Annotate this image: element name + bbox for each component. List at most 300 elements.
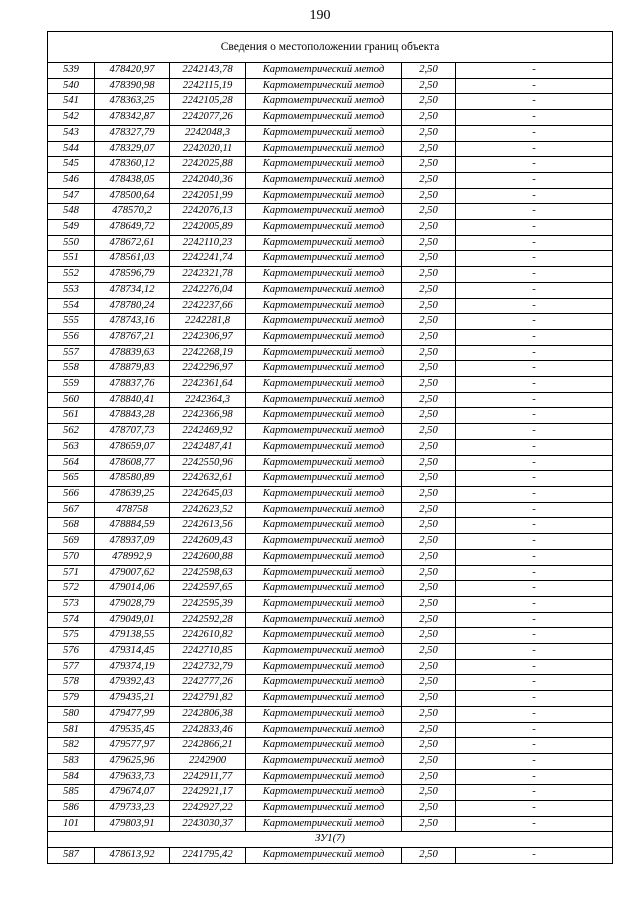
table-row <box>48 329 613 345</box>
cell-point-number: 567 <box>48 502 95 518</box>
cell-accuracy: 2,50 <box>402 361 456 377</box>
cell-accuracy: 2,50 <box>402 612 456 628</box>
cell-point-number: 579 <box>48 691 95 707</box>
cell-coord-x: 479477,99 <box>95 706 170 722</box>
table-row <box>48 94 613 110</box>
cell-method: Картометрический метод <box>246 110 402 126</box>
cell-coord-y: 2242241,74 <box>170 251 246 267</box>
cell-point-number: 551 <box>48 251 95 267</box>
cell-method: Картометрический метод <box>246 125 402 141</box>
cell-note: - <box>456 471 613 487</box>
cell-note: - <box>456 455 613 471</box>
cell-note: - <box>456 157 613 173</box>
cell-method: Картометрический метод <box>246 644 402 660</box>
cell-coord-y: 2242900 <box>170 753 246 769</box>
table-row <box>48 298 613 314</box>
cell-method: Картометрический метод <box>246 534 402 550</box>
cell-coord-y: 2242595,39 <box>170 596 246 612</box>
cell-coord-x: 478438,05 <box>95 172 170 188</box>
table-row <box>48 141 613 157</box>
cell-point-number: 550 <box>48 235 95 251</box>
cell-note: - <box>456 125 613 141</box>
cell-point-number: 560 <box>48 392 95 408</box>
cell-point-number: 573 <box>48 596 95 612</box>
table-row <box>48 738 613 754</box>
cell-coord-y: 2242025,88 <box>170 157 246 173</box>
cell-point-number: 539 <box>48 63 95 79</box>
cell-method: Картометрический метод <box>246 251 402 267</box>
cell-coord-x: 478342,87 <box>95 110 170 126</box>
table-row <box>48 816 613 832</box>
cell-method: Картометрический метод <box>246 691 402 707</box>
cell-point-number: 558 <box>48 361 95 377</box>
cell-accuracy: 2,50 <box>402 471 456 487</box>
cell-accuracy: 2,50 <box>402 565 456 581</box>
cell-coord-y: 2242777,26 <box>170 675 246 691</box>
cell-method: Картометрический метод <box>246 424 402 440</box>
cell-coord-x: 478837,76 <box>95 377 170 393</box>
cell-coord-y: 2242361,64 <box>170 377 246 393</box>
cell-accuracy: 2,50 <box>402 816 456 832</box>
cell-coord-y: 2242306,97 <box>170 329 246 345</box>
cell-coord-y: 2242598,63 <box>170 565 246 581</box>
cell-coord-x: 478570,2 <box>95 204 170 220</box>
cell-note: - <box>456 534 613 550</box>
cell-note: - <box>456 769 613 785</box>
cell-point-number: 101 <box>48 816 95 832</box>
table-row <box>48 314 613 330</box>
section-label: ЗУ1(7) <box>48 832 613 848</box>
cell-coord-y: 2242911,77 <box>170 769 246 785</box>
cell-accuracy: 2,50 <box>402 518 456 534</box>
cell-note: - <box>456 675 613 691</box>
table-row <box>48 644 613 660</box>
table-row <box>48 439 613 455</box>
cell-coord-x: 478767,21 <box>95 329 170 345</box>
cell-accuracy: 2,50 <box>402 377 456 393</box>
cell-note: - <box>456 753 613 769</box>
cell-method: Картометрический метод <box>246 235 402 251</box>
cell-coord-y: 2242632,61 <box>170 471 246 487</box>
cell-note: - <box>456 612 613 628</box>
cell-point-number: 584 <box>48 769 95 785</box>
cell-accuracy: 2,50 <box>402 439 456 455</box>
cell-coord-x: 478839,63 <box>95 345 170 361</box>
cell-accuracy: 2,50 <box>402 628 456 644</box>
cell-accuracy: 2,50 <box>402 63 456 79</box>
cell-method: Картометрический метод <box>246 267 402 283</box>
cell-point-number: 575 <box>48 628 95 644</box>
table-row <box>48 486 613 502</box>
cell-method: Картометрический метод <box>246 549 402 565</box>
cell-coord-y: 2242005,89 <box>170 220 246 236</box>
cell-method: Картометрический метод <box>246 659 402 675</box>
table-row <box>48 471 613 487</box>
cell-coord-y: 2242645,03 <box>170 486 246 502</box>
cell-point-number: 565 <box>48 471 95 487</box>
cell-point-number: 574 <box>48 612 95 628</box>
cell-note: - <box>456 392 613 408</box>
table-row <box>48 659 613 675</box>
table-row <box>48 581 613 597</box>
cell-coord-x: 478327,79 <box>95 125 170 141</box>
cell-note: - <box>456 738 613 754</box>
cell-method: Картометрический метод <box>246 408 402 424</box>
cell-coord-x: 478840,41 <box>95 392 170 408</box>
table-row <box>48 204 613 220</box>
cell-accuracy: 2,50 <box>402 314 456 330</box>
cell-accuracy: 2,50 <box>402 329 456 345</box>
cell-coord-x: 479633,73 <box>95 769 170 785</box>
cell-coord-y: 2242296,97 <box>170 361 246 377</box>
cell-note: - <box>456 298 613 314</box>
table-row <box>48 63 613 79</box>
boundary-table <box>47 31 613 864</box>
table-row <box>48 534 613 550</box>
cell-coord-y: 2242806,38 <box>170 706 246 722</box>
cell-coord-x: 479028,79 <box>95 596 170 612</box>
cell-note: - <box>456 518 613 534</box>
cell-coord-y: 2242550,96 <box>170 455 246 471</box>
cell-note: - <box>456 314 613 330</box>
cell-coord-y: 2242732,79 <box>170 659 246 675</box>
cell-accuracy: 2,50 <box>402 659 456 675</box>
cell-point-number: 562 <box>48 424 95 440</box>
cell-accuracy: 2,50 <box>402 581 456 597</box>
cell-coord-y: 2242597,65 <box>170 581 246 597</box>
cell-coord-y: 2242592,28 <box>170 612 246 628</box>
cell-coord-y: 2242791,82 <box>170 691 246 707</box>
cell-point-number: 541 <box>48 94 95 110</box>
cell-note: - <box>456 329 613 345</box>
cell-coord-y: 2242487,41 <box>170 439 246 455</box>
cell-point-number: 543 <box>48 125 95 141</box>
cell-point-number: 581 <box>48 722 95 738</box>
table-row <box>48 801 613 817</box>
cell-point-number: 572 <box>48 581 95 597</box>
cell-coord-y: 2242600,88 <box>170 549 246 565</box>
cell-note: - <box>456 377 613 393</box>
cell-method: Картометрический метод <box>246 204 402 220</box>
cell-method: Картометрический метод <box>246 220 402 236</box>
cell-coord-x: 479014,06 <box>95 581 170 597</box>
table-row <box>48 157 613 173</box>
cell-method: Картометрический метод <box>246 753 402 769</box>
cell-method: Картометрический метод <box>246 612 402 628</box>
cell-note: - <box>456 220 613 236</box>
cell-point-number: 566 <box>48 486 95 502</box>
cell-note: - <box>456 361 613 377</box>
cell-coord-y: 2242623,52 <box>170 502 246 518</box>
cell-accuracy: 2,50 <box>402 141 456 157</box>
cell-point-number: 563 <box>48 439 95 455</box>
cell-coord-x: 478843,28 <box>95 408 170 424</box>
cell-point-number: 569 <box>48 534 95 550</box>
cell-accuracy: 2,50 <box>402 848 456 864</box>
table-row <box>48 125 613 141</box>
cell-method: Картометрический метод <box>246 596 402 612</box>
cell-coord-x: 478659,07 <box>95 439 170 455</box>
cell-coord-x: 479007,62 <box>95 565 170 581</box>
cell-point-number: 571 <box>48 565 95 581</box>
cell-note: - <box>456 110 613 126</box>
cell-note: - <box>456 644 613 660</box>
cell-coord-x: 479314,45 <box>95 644 170 660</box>
cell-note: - <box>456 691 613 707</box>
cell-accuracy: 2,50 <box>402 675 456 691</box>
cell-method: Картометрический метод <box>246 63 402 79</box>
table-row <box>48 392 613 408</box>
cell-accuracy: 2,50 <box>402 110 456 126</box>
cell-point-number: 547 <box>48 188 95 204</box>
cell-method: Картометрический метод <box>246 565 402 581</box>
table-row <box>48 706 613 722</box>
table-row <box>48 377 613 393</box>
table-row <box>48 753 613 769</box>
cell-coord-y: 2242710,85 <box>170 644 246 660</box>
cell-method: Картометрический метод <box>246 581 402 597</box>
cell-coord-x: 478596,79 <box>95 267 170 283</box>
cell-method: Картометрический метод <box>246 94 402 110</box>
cell-note: - <box>456 94 613 110</box>
cell-method: Картометрический метод <box>246 722 402 738</box>
cell-coord-x: 479535,45 <box>95 722 170 738</box>
cell-coord-y: 2242237,66 <box>170 298 246 314</box>
cell-coord-x: 478608,77 <box>95 455 170 471</box>
cell-point-number: 557 <box>48 345 95 361</box>
cell-coord-x: 478613,92 <box>95 848 170 864</box>
cell-point-number: 576 <box>48 644 95 660</box>
cell-accuracy: 2,50 <box>402 235 456 251</box>
cell-accuracy: 2,50 <box>402 753 456 769</box>
table-row <box>48 596 613 612</box>
cell-note: - <box>456 345 613 361</box>
cell-accuracy: 2,50 <box>402 596 456 612</box>
cell-accuracy: 2,50 <box>402 785 456 801</box>
cell-coord-x: 478937,09 <box>95 534 170 550</box>
table-title: Сведения о местоположении границ объекта <box>48 32 613 63</box>
cell-accuracy: 2,50 <box>402 78 456 94</box>
cell-coord-x: 478879,83 <box>95 361 170 377</box>
cell-accuracy: 2,50 <box>402 706 456 722</box>
table-row <box>48 518 613 534</box>
cell-method: Картометрический метод <box>246 377 402 393</box>
table-row <box>48 628 613 644</box>
cell-coord-x: 478758 <box>95 502 170 518</box>
cell-point-number: 587 <box>48 848 95 864</box>
cell-coord-y: 2242921,17 <box>170 785 246 801</box>
cell-point-number: 545 <box>48 157 95 173</box>
cell-coord-y: 2242020,11 <box>170 141 246 157</box>
cell-coord-y: 2242076,13 <box>170 204 246 220</box>
cell-accuracy: 2,50 <box>402 125 456 141</box>
cell-accuracy: 2,50 <box>402 298 456 314</box>
cell-point-number: 549 <box>48 220 95 236</box>
cell-point-number: 559 <box>48 377 95 393</box>
table-title-row <box>48 32 613 63</box>
cell-coord-y: 2242281,8 <box>170 314 246 330</box>
cell-coord-x: 478884,59 <box>95 518 170 534</box>
cell-accuracy: 2,50 <box>402 267 456 283</box>
cell-accuracy: 2,50 <box>402 455 456 471</box>
cell-method: Картометрический метод <box>246 78 402 94</box>
table-row <box>48 220 613 236</box>
cell-coord-x: 479733,23 <box>95 801 170 817</box>
cell-coord-y: 2242927,22 <box>170 801 246 817</box>
cell-accuracy: 2,50 <box>402 204 456 220</box>
cell-point-number: 583 <box>48 753 95 769</box>
cell-accuracy: 2,50 <box>402 486 456 502</box>
cell-coord-x: 478561,03 <box>95 251 170 267</box>
cell-point-number: 570 <box>48 549 95 565</box>
cell-method: Картометрический метод <box>246 706 402 722</box>
cell-point-number: 553 <box>48 282 95 298</box>
cell-accuracy: 2,50 <box>402 738 456 754</box>
cell-method: Картометрический метод <box>246 141 402 157</box>
cell-point-number: 554 <box>48 298 95 314</box>
table-row <box>48 424 613 440</box>
cell-method: Картометрический метод <box>246 345 402 361</box>
cell-method: Картометрический метод <box>246 392 402 408</box>
cell-method: Картометрический метод <box>246 486 402 502</box>
cell-accuracy: 2,50 <box>402 424 456 440</box>
cell-coord-x: 479392,43 <box>95 675 170 691</box>
cell-coord-y: 2242077,26 <box>170 110 246 126</box>
cell-note: - <box>456 267 613 283</box>
table-row <box>48 267 613 283</box>
cell-coord-x: 479138,55 <box>95 628 170 644</box>
cell-coord-y: 2242110,23 <box>170 235 246 251</box>
cell-note: - <box>456 78 613 94</box>
cell-coord-x: 478649,72 <box>95 220 170 236</box>
cell-note: - <box>456 722 613 738</box>
cell-accuracy: 2,50 <box>402 408 456 424</box>
table-row <box>48 612 613 628</box>
cell-accuracy: 2,50 <box>402 220 456 236</box>
table-row <box>48 172 613 188</box>
cell-note: - <box>456 424 613 440</box>
cell-accuracy: 2,50 <box>402 282 456 298</box>
cell-coord-x: 478363,25 <box>95 94 170 110</box>
table-row <box>48 502 613 518</box>
cell-method: Картометрический метод <box>246 785 402 801</box>
cell-coord-x: 479374,19 <box>95 659 170 675</box>
table-row <box>48 110 613 126</box>
cell-method: Картометрический метод <box>246 675 402 691</box>
cell-coord-y: 2242143,78 <box>170 63 246 79</box>
cell-coord-y: 2243030,37 <box>170 816 246 832</box>
cell-point-number: 564 <box>48 455 95 471</box>
cell-coord-y: 2242613,56 <box>170 518 246 534</box>
cell-method: Картометрический метод <box>246 816 402 832</box>
table-row <box>48 785 613 801</box>
cell-accuracy: 2,50 <box>402 801 456 817</box>
cell-coord-y: 2242321,78 <box>170 267 246 283</box>
cell-coord-x: 479674,07 <box>95 785 170 801</box>
cell-note: - <box>456 486 613 502</box>
cell-coord-x: 479435,21 <box>95 691 170 707</box>
boundary-table-container <box>47 31 612 864</box>
cell-coord-y: 2241795,42 <box>170 848 246 864</box>
table-row <box>48 675 613 691</box>
cell-note: - <box>456 848 613 864</box>
cell-coord-x: 479577,97 <box>95 738 170 754</box>
cell-note: - <box>456 235 613 251</box>
cell-coord-x: 479049,01 <box>95 612 170 628</box>
cell-coord-x: 478639,25 <box>95 486 170 502</box>
cell-coord-x: 479803,91 <box>95 816 170 832</box>
cell-coord-x: 479625,96 <box>95 753 170 769</box>
table-row <box>48 345 613 361</box>
cell-coord-y: 2242469,92 <box>170 424 246 440</box>
cell-coord-x: 478500,64 <box>95 188 170 204</box>
cell-coord-y: 2242833,46 <box>170 722 246 738</box>
table-row <box>48 722 613 738</box>
cell-accuracy: 2,50 <box>402 534 456 550</box>
cell-point-number: 585 <box>48 785 95 801</box>
cell-method: Картометрический метод <box>246 848 402 864</box>
cell-coord-x: 478360,12 <box>95 157 170 173</box>
cell-accuracy: 2,50 <box>402 549 456 565</box>
cell-coord-x: 478329,07 <box>95 141 170 157</box>
cell-note: - <box>456 188 613 204</box>
cell-accuracy: 2,50 <box>402 188 456 204</box>
cell-note: - <box>456 282 613 298</box>
cell-note: - <box>456 439 613 455</box>
cell-accuracy: 2,50 <box>402 157 456 173</box>
cell-point-number: 552 <box>48 267 95 283</box>
cell-note: - <box>456 251 613 267</box>
cell-method: Картометрический метод <box>246 769 402 785</box>
cell-coord-y: 2242366,98 <box>170 408 246 424</box>
cell-note: - <box>456 816 613 832</box>
cell-method: Картометрический метод <box>246 471 402 487</box>
cell-point-number: 544 <box>48 141 95 157</box>
cell-accuracy: 2,50 <box>402 251 456 267</box>
cell-point-number: 555 <box>48 314 95 330</box>
cell-note: - <box>456 549 613 565</box>
cell-coord-y: 2242610,82 <box>170 628 246 644</box>
cell-method: Картометрический метод <box>246 455 402 471</box>
cell-point-number: 542 <box>48 110 95 126</box>
cell-coord-y: 2242105,28 <box>170 94 246 110</box>
cell-coord-y: 2242268,19 <box>170 345 246 361</box>
cell-point-number: 546 <box>48 172 95 188</box>
cell-note: - <box>456 659 613 675</box>
cell-method: Картометрический метод <box>246 502 402 518</box>
cell-point-number: 548 <box>48 204 95 220</box>
cell-accuracy: 2,50 <box>402 392 456 408</box>
cell-point-number: 580 <box>48 706 95 722</box>
cell-note: - <box>456 596 613 612</box>
cell-note: - <box>456 502 613 518</box>
cell-accuracy: 2,50 <box>402 502 456 518</box>
cell-note: - <box>456 63 613 79</box>
table-row <box>48 691 613 707</box>
cell-accuracy: 2,50 <box>402 172 456 188</box>
cell-note: - <box>456 565 613 581</box>
cell-method: Картометрический метод <box>246 298 402 314</box>
cell-coord-y: 2242040,36 <box>170 172 246 188</box>
cell-coord-x: 478420,97 <box>95 63 170 79</box>
cell-coord-y: 2242364,3 <box>170 392 246 408</box>
cell-note: - <box>456 172 613 188</box>
cell-point-number: 577 <box>48 659 95 675</box>
cell-accuracy: 2,50 <box>402 644 456 660</box>
page-number: 190 <box>309 8 331 23</box>
cell-point-number: 568 <box>48 518 95 534</box>
cell-coord-x: 478707,73 <box>95 424 170 440</box>
